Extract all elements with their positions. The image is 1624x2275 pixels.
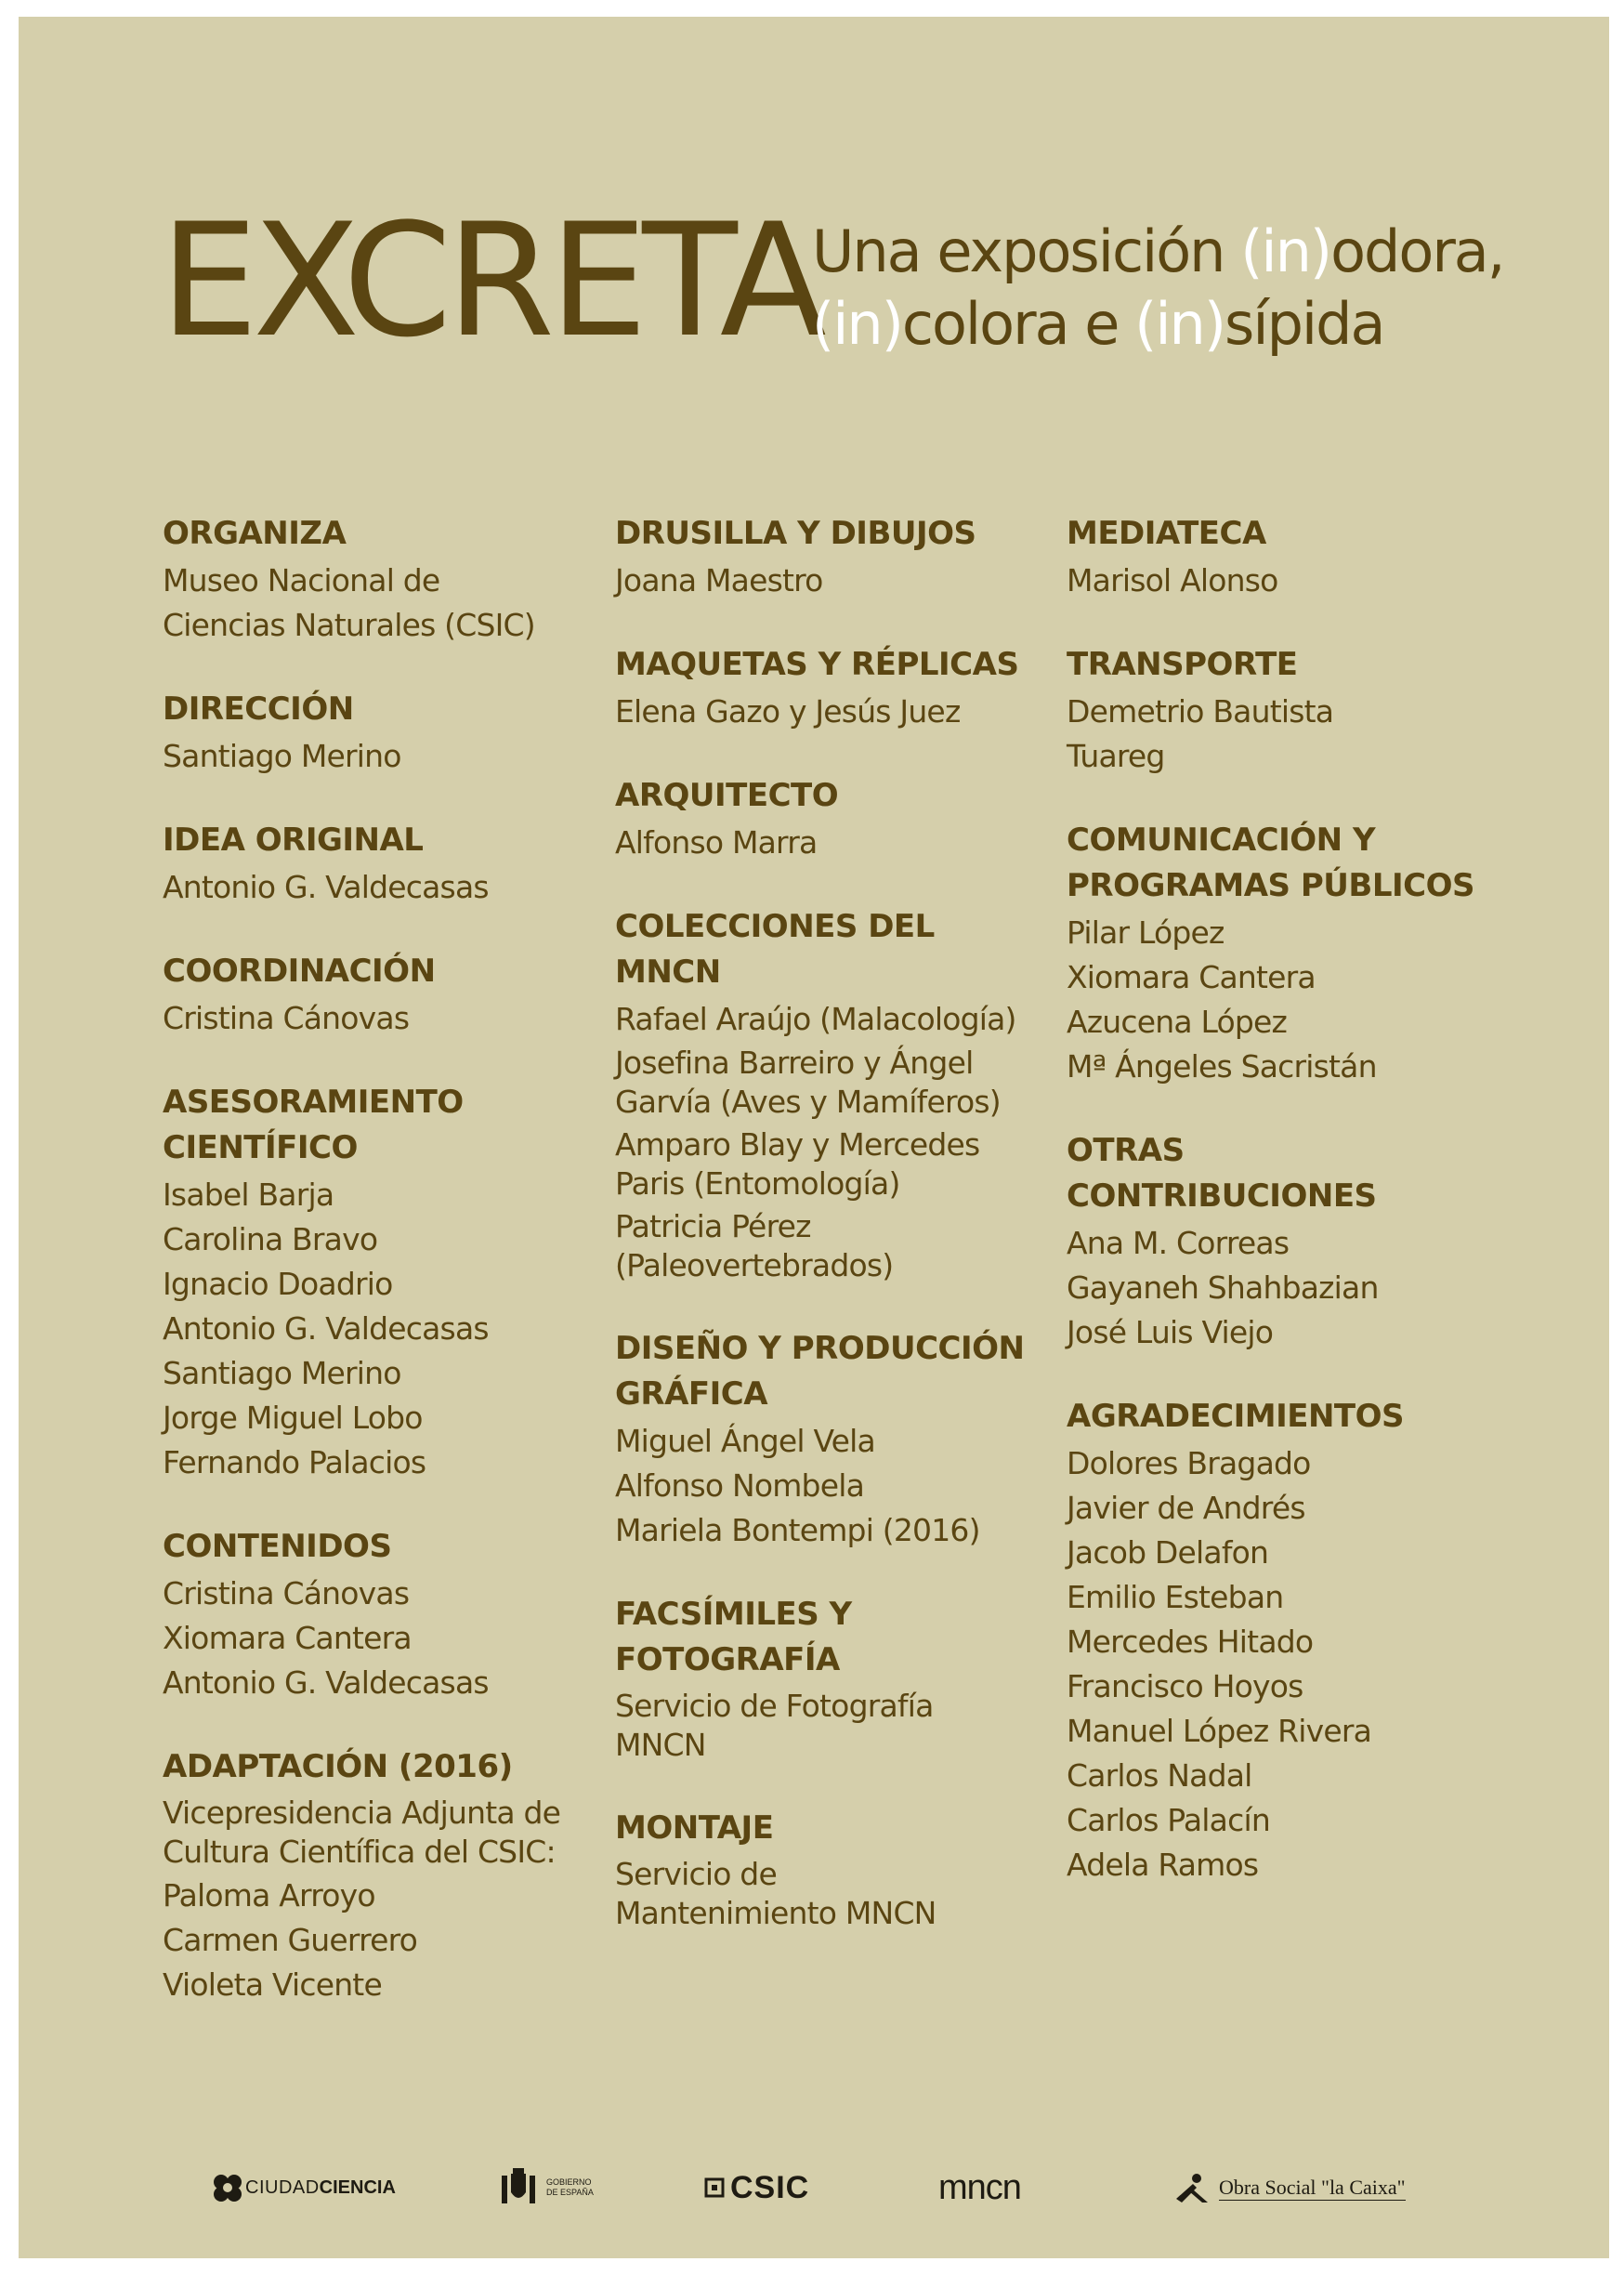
subtitle-line-2 bbox=[812, 288, 1504, 361]
credit-name: Antonio G. Valdecasas bbox=[163, 869, 489, 905]
credit-name: Ignacio Doadrio bbox=[163, 1266, 393, 1302]
gobierno-line-2: DE ESPAÑA bbox=[546, 2188, 594, 2197]
section-heading: FACSÍMILES Y bbox=[615, 1596, 852, 1633]
section-heading: MEDIATECA bbox=[1067, 515, 1266, 552]
poster bbox=[19, 17, 1609, 2258]
credit-name: Servicio de Mantenimiento MNCN bbox=[615, 1856, 936, 1931]
credit-section bbox=[615, 511, 1052, 601]
section-heading: IDEA ORIGINAL bbox=[163, 822, 424, 859]
credit-section bbox=[615, 773, 1052, 863]
credit-name: Javier de Andrés bbox=[1067, 1490, 1305, 1526]
credit-name: Antonio G. Valdecasas bbox=[163, 1310, 489, 1347]
subtitle-fragment: colora e bbox=[901, 290, 1135, 358]
credit-name: Carlos Palacín bbox=[1067, 1802, 1270, 1838]
credit-name: Ana M. Correas bbox=[1067, 1225, 1290, 1261]
credit-name: Mariela Bontempi (2016) bbox=[615, 1512, 980, 1548]
credit-name: Tuareg bbox=[1067, 738, 1165, 774]
mncn-text: mncn bbox=[938, 2167, 1021, 2207]
credit-section bbox=[163, 1080, 599, 1483]
section-heading: MONTAJE bbox=[615, 1809, 774, 1847]
credit-name: Carlos Nadal bbox=[1067, 1757, 1252, 1794]
credit-name: Xiomara Cantera bbox=[1067, 959, 1316, 995]
subtitle-fragment: odora, bbox=[1330, 217, 1504, 285]
credit-name: Mercedes Hitado bbox=[1067, 1624, 1314, 1660]
section-heading: ASESORAMIENTO bbox=[163, 1084, 464, 1121]
credit-name: Francisco Hoyos bbox=[1067, 1668, 1303, 1704]
credit-name: Alfonso Marra bbox=[615, 824, 818, 861]
credit-section bbox=[615, 1806, 1052, 1933]
credit-section bbox=[1067, 642, 1503, 777]
credit-section bbox=[163, 511, 599, 646]
credit-name: Miguel Ángel Vela bbox=[615, 1423, 875, 1459]
credit-name: Elena Gazo y Jesús Juez bbox=[615, 693, 961, 730]
section-heading: CONTRIBUCIONES bbox=[1067, 1177, 1377, 1215]
credit-section bbox=[163, 1744, 599, 2005]
csic-text: CSIC bbox=[730, 2169, 810, 2205]
exhibition-subtitle bbox=[812, 216, 1504, 361]
sponsor-logos bbox=[19, 2162, 1609, 2217]
subtitle-fragment: sípida bbox=[1225, 290, 1384, 358]
section-heading: ORGANIZA bbox=[163, 515, 347, 552]
credit-name: Antonio G. Valdecasas bbox=[163, 1664, 489, 1701]
credit-name: Carolina Bravo bbox=[163, 1221, 378, 1257]
credit-section bbox=[163, 1524, 599, 1703]
credit-name: Isabel Barja bbox=[163, 1177, 334, 1213]
credit-section bbox=[163, 949, 599, 1039]
credit-name: Museo Nacional de bbox=[163, 562, 440, 598]
subtitle-line-1 bbox=[812, 216, 1504, 288]
mncn-logo bbox=[938, 2162, 1021, 2214]
credit-section bbox=[615, 1326, 1052, 1551]
credit-name: Cristina Cánovas bbox=[163, 1575, 410, 1611]
section-heading: GRÁFICA bbox=[615, 1375, 768, 1413]
credit-section bbox=[163, 818, 599, 908]
section-heading: DRUSILLA Y DIBUJOS bbox=[615, 515, 976, 552]
credit-name: Josefina Barreiro y Ángel Garvía (Aves y Mamíferos) bbox=[615, 1045, 1001, 1120]
caixa-text: Obra Social "la Caixa" bbox=[1219, 2175, 1406, 2199]
credit-name: Santiago Merino bbox=[163, 738, 401, 774]
credit-name: Adela Ramos bbox=[1067, 1847, 1259, 1883]
credit-name: Demetrio Bautista bbox=[1067, 693, 1334, 730]
ciudad-text: CIUDAD bbox=[245, 2176, 320, 2198]
section-heading: OTRAS bbox=[1067, 1132, 1185, 1169]
credit-section bbox=[615, 904, 1052, 1285]
csic-logo bbox=[704, 2162, 809, 2214]
credit-name: José Luis Viejo bbox=[1067, 1314, 1274, 1350]
section-heading: COLECCIONES DEL bbox=[615, 908, 935, 945]
credit-name: Xiomara Cantera bbox=[163, 1620, 412, 1656]
subtitle-in-highlight: (in) bbox=[1134, 290, 1225, 358]
credit-name: Paloma Arroyo bbox=[163, 1877, 375, 1913]
credits-column-2 bbox=[615, 511, 1052, 1974]
section-heading: CIENTÍFICO bbox=[163, 1129, 358, 1166]
credits-column-3 bbox=[1067, 511, 1503, 1927]
credit-name: Carmen Guerrero bbox=[163, 1922, 418, 1958]
credit-name: Violeta Vicente bbox=[163, 1966, 382, 2003]
section-heading: CONTENIDOS bbox=[163, 1528, 392, 1565]
credit-name: Dolores Bragado bbox=[1067, 1445, 1311, 1481]
credit-name: Fernando Palacios bbox=[163, 1444, 426, 1480]
section-heading: AGRADECIMIENTOS bbox=[1067, 1398, 1405, 1435]
credit-name: Manuel López Rivera bbox=[1067, 1713, 1372, 1749]
credit-name: Gayaneh Shahbazian bbox=[1067, 1269, 1379, 1306]
credit-section bbox=[163, 687, 599, 777]
credit-section bbox=[615, 642, 1052, 732]
section-heading: TRANSPORTE bbox=[1067, 646, 1298, 683]
credit-name: Emilio Esteban bbox=[1067, 1579, 1284, 1615]
title-block bbox=[160, 190, 1553, 379]
credit-name: Alfonso Nombela bbox=[615, 1467, 865, 1504]
ciudad-ciencia-icon bbox=[210, 2171, 245, 2204]
section-heading: MNCN bbox=[615, 953, 721, 991]
credit-name: Cristina Cánovas bbox=[163, 1000, 410, 1036]
credit-name: Rafael Araújo (Malacología) bbox=[615, 1001, 1016, 1037]
credit-section bbox=[615, 1592, 1052, 1765]
ciencia-text: CIENCIA bbox=[319, 2176, 396, 2198]
credit-section bbox=[1067, 1128, 1503, 1353]
credit-name: Azucena López bbox=[1067, 1004, 1288, 1040]
credit-name: Mª Ángeles Sacristán bbox=[1067, 1048, 1377, 1085]
section-heading: COORDINACIÓN bbox=[163, 953, 436, 990]
credit-name: Ciencias Naturales (CSIC) bbox=[163, 607, 535, 643]
credit-name: Vicepresidencia Adjunta de Cultura Científica del CSIC: bbox=[163, 1795, 561, 1870]
section-heading: DISEÑO Y PRODUCCIÓN bbox=[615, 1330, 1025, 1367]
gobierno-espana-logo bbox=[498, 2162, 594, 2214]
section-heading: PROGRAMAS PÚBLICOS bbox=[1067, 867, 1474, 904]
section-heading: DIRECCIÓN bbox=[163, 690, 354, 728]
caixa-star-icon bbox=[1174, 2171, 1211, 2204]
credit-name: Joana Maestro bbox=[615, 562, 823, 598]
coat-of-arms-icon bbox=[498, 2166, 539, 2209]
exhibition-title: EXCRETA bbox=[160, 190, 821, 372]
section-heading: ARQUITECTO bbox=[615, 777, 839, 814]
credit-name: Pilar López bbox=[1067, 914, 1225, 951]
credit-name: Amparo Blay y Mercedes Paris (Entomología) bbox=[615, 1126, 980, 1202]
csic-emblem-icon bbox=[704, 2177, 725, 2198]
section-heading: MAQUETAS Y RÉPLICAS bbox=[615, 646, 1019, 683]
obra-social-la-caixa-logo bbox=[1174, 2162, 1406, 2214]
section-heading: FOTOGRAFÍA bbox=[615, 1641, 840, 1678]
subtitle-fragment: Una exposición bbox=[812, 217, 1241, 285]
credit-section bbox=[1067, 1394, 1503, 1886]
ciudad-ciencia-logo bbox=[210, 2162, 396, 2214]
credit-name: Marisol Alonso bbox=[1067, 562, 1278, 598]
gobierno-line-1: GOBIERNO bbox=[546, 2177, 592, 2187]
subtitle-in-highlight: (in) bbox=[1240, 217, 1331, 285]
credits-column-1 bbox=[163, 511, 599, 2046]
credit-section bbox=[1067, 818, 1503, 1087]
credit-name: Jorge Miguel Lobo bbox=[163, 1400, 423, 1436]
credit-name: Jacob Delafon bbox=[1067, 1534, 1269, 1571]
section-heading: COMUNICACIÓN Y bbox=[1067, 822, 1376, 859]
section-heading: ADAPTACIÓN (2016) bbox=[163, 1748, 513, 1785]
credit-name: Santiago Merino bbox=[163, 1355, 401, 1391]
subtitle-in-highlight: (in) bbox=[812, 290, 902, 358]
credit-name: Servicio de Fotografía MNCN bbox=[615, 1688, 934, 1763]
credit-section bbox=[1067, 511, 1503, 601]
credit-name: Patricia Pérez (Paleovertebrados) bbox=[615, 1208, 894, 1283]
